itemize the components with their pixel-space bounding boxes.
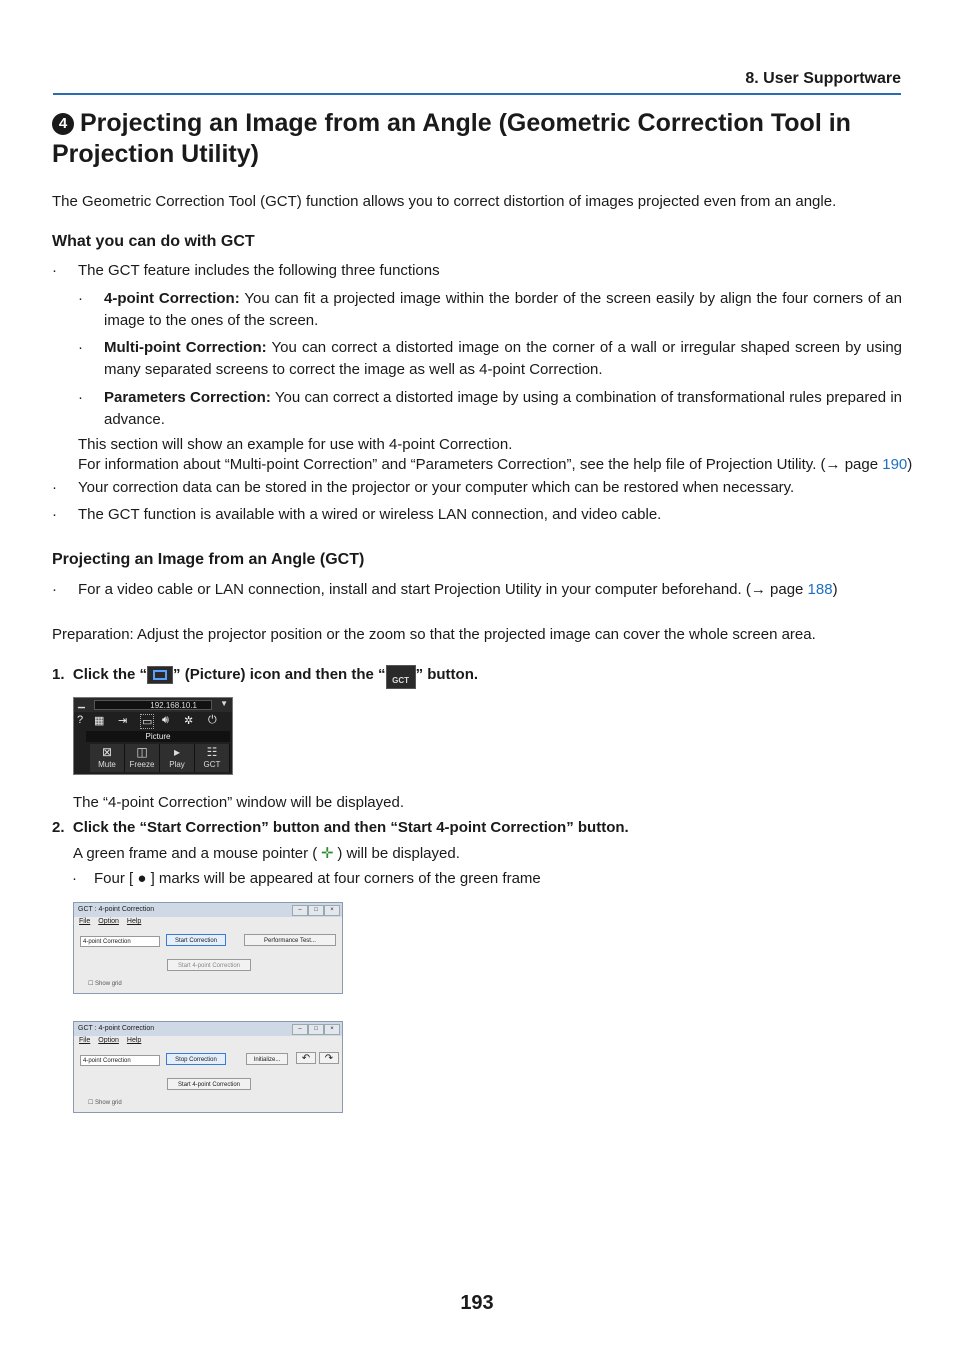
correction-mode-select[interactable]: 4-point Correction (80, 936, 160, 947)
picture-menu-label: Picture (86, 731, 230, 742)
picture-toolbar-icon[interactable]: ▭ (142, 716, 153, 728)
minimize-icon[interactable]: – (292, 1024, 308, 1035)
power-icon[interactable]: ⏻ (208, 714, 217, 726)
play-button[interactable]: ▸ Play (160, 744, 195, 772)
window-title: GCT : 4-point Correction (74, 1022, 342, 1036)
menu-bar (79, 918, 149, 925)
menu-help[interactable]: Help (126, 918, 142, 925)
item-multipoint-label: Multi-point Correction: (104, 339, 267, 356)
note-example: This section will show an example for use with 4-point Correction. (78, 436, 513, 453)
bullet-storage: · Your correction data can be stored in the projector or your computer which can be restored when necessary. (52, 479, 795, 496)
stop-correction-button[interactable]: Stop Correction (166, 1053, 226, 1065)
show-grid-checkbox[interactable]: ☐ Show grid (88, 981, 122, 987)
gct-window-stop (73, 1021, 343, 1113)
page-link-188[interactable]: 188 (807, 581, 833, 598)
minimize-icon[interactable]: ▁ (78, 698, 85, 708)
gct-button[interactable]: ☷ GCT (195, 744, 230, 772)
page-link-190[interactable]: 190 (882, 456, 908, 473)
picture-icon (147, 666, 173, 684)
window-title: GCT : 4-point Correction (74, 903, 342, 917)
correction-mode-select[interactable]: 4-point Correction (80, 1055, 160, 1066)
crosshair-pointer-icon: ✛ (321, 845, 334, 862)
menu-file[interactable]: File (79, 1037, 91, 1044)
item-multipoint: · Multi-point Correction: You can correct a distorted image on the corner of a wall or irregular shaped screen by using many separated screens to correct the image as well as 4-point Correction. (78, 339, 903, 378)
ip-address-field[interactable]: 192.168.10.1 (94, 700, 212, 710)
page-title (52, 108, 902, 170)
menu-help[interactable]: Help (126, 1037, 142, 1044)
menu-bar (79, 1037, 149, 1044)
close-icon[interactable]: × (324, 905, 340, 916)
item-4point-label: 4-point Correction: (104, 290, 240, 307)
item-4point: · 4-point Correction: You can fit a projected image within the border of the screen easily by align the four corners of an image to the ones of the screen. (78, 290, 902, 329)
show-grid-checkbox[interactable]: ☐ Show grid (88, 1100, 122, 1106)
section-header: 8. User Supportware (745, 70, 901, 87)
intro-text: The Geometric Correction Tool (GCT) function allows you to correct distortion of images projected even from an angle. (52, 193, 837, 210)
menu-option[interactable]: Option (98, 1037, 119, 1044)
input-icon[interactable]: ⇥ (118, 715, 128, 727)
header-rule (53, 93, 901, 95)
green-frame-text: A green frame and a mouse pointer ( ✛ ) will be displayed. (73, 843, 460, 865)
item-parameters: · Parameters Correction: You can correct a distorted image by using a combination of transformational rules prepared in advance. (78, 389, 902, 428)
undo-icon[interactable]: ↶ (296, 1052, 316, 1064)
dropdown-icon[interactable]: ▼ (220, 699, 228, 708)
volume-icon[interactable]: 🔊︎ (162, 714, 169, 726)
section-heading-projecting: Projecting an Image from an Angle (GCT) (52, 551, 365, 568)
settings-icon[interactable]: ✲ (184, 715, 194, 727)
minimize-icon[interactable]: – (292, 905, 308, 916)
gct-icon: GCT (386, 665, 416, 689)
step-number-badge: 4 (52, 113, 74, 135)
window-displayed-text: The “4-point Correction” window will be displayed. (73, 794, 404, 811)
projection-utility-toolbar (73, 697, 233, 775)
gct-window-start (73, 902, 343, 994)
close-icon[interactable]: × (324, 1024, 340, 1035)
step2: 2. Click the “Start Correction” button and then “Start 4-point Correction” button. (52, 819, 629, 836)
maximize-icon[interactable]: □ (308, 1024, 324, 1035)
start-4point-correction-button[interactable]: Start 4-point Correction (167, 1078, 251, 1090)
menu-option[interactable]: Option (98, 918, 119, 925)
help-icon[interactable]: ? (77, 714, 84, 726)
corner-marks-text: · Four [ ● ] marks will be appeared at four corners of the green frame (72, 870, 541, 887)
bullet-functions: · The GCT feature includes the following three functions (52, 262, 440, 279)
bullet-connection: · The GCT function is available with a wired or wireless LAN connection, and video cable. (52, 506, 662, 523)
start-4point-correction-button[interactable]: Start 4-point Correction (167, 959, 251, 971)
step1: 1. Click the “ ” (Picture) icon and then the “ GCT ” button. (52, 664, 478, 689)
maximize-icon[interactable]: □ (308, 905, 324, 916)
title-text: Projecting an Image from an Angle (Geometric Correction Tool in Projection Utility) (52, 109, 851, 168)
bullet-install: · For a video cable or LAN connection, install and start Projection Utility in your computer beforehand. (→ page 188) (52, 581, 838, 598)
source-icon[interactable]: ▦ (94, 715, 105, 727)
initialize-button[interactable]: Initialize... (246, 1053, 288, 1065)
note-help: For information about “Multi-point Correction” and “Parameters Correction”, see the help file of Projection Utility. (→ page 190) (78, 456, 913, 473)
section-heading-what: What you can do with GCT (52, 233, 255, 250)
performance-test-button[interactable]: Performance Test... (244, 934, 336, 946)
preparation-text: Preparation: Adjust the projector position or the zoom so that the projected image can cover the whole screen area. (52, 626, 816, 643)
page-number: 193 (460, 1292, 494, 1314)
mute-button[interactable]: ⊠ Mute (90, 744, 125, 772)
freeze-button[interactable]: ◫ Freeze (125, 744, 160, 772)
item-parameters-label: Parameters Correction: (104, 389, 271, 406)
menu-file[interactable]: File (79, 918, 91, 925)
start-correction-button[interactable]: Start Correction (166, 934, 226, 946)
redo-icon[interactable]: ↷ (319, 1052, 339, 1064)
